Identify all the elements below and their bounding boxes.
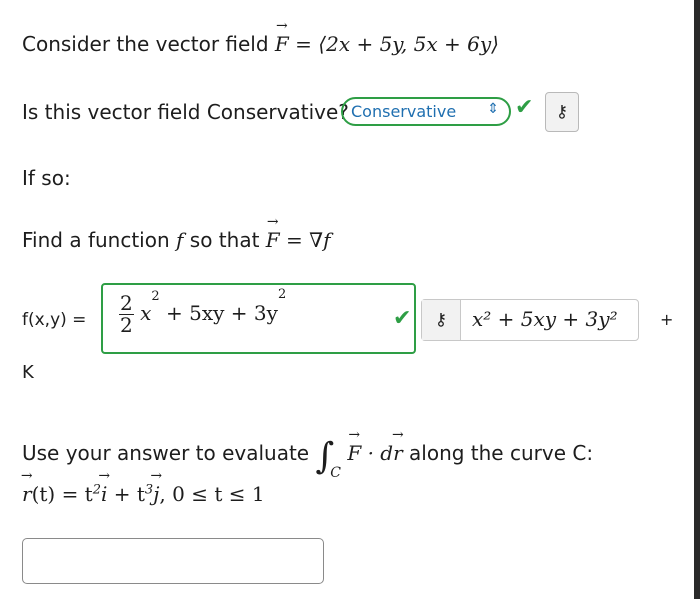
statement-text: Consider the vector field [22, 32, 269, 56]
select-value: Conservative [351, 102, 457, 121]
conservative-select[interactable] [341, 97, 511, 126]
answer-fraction [119, 293, 134, 336]
plus-symbol: + [660, 310, 674, 329]
curve-definition [22, 482, 265, 506]
key-button-2[interactable] [422, 300, 461, 340]
curve-plus: + t [107, 482, 145, 506]
fxy-label: f(x,y) = [22, 310, 87, 330]
unit-i: → i [101, 482, 107, 506]
curve-range: , 0 ≤ t ≤ 1 [159, 482, 265, 506]
checkmark-icon: ✔ [515, 95, 534, 120]
preview-expression: x² + 5xy + 3y² [472, 307, 618, 331]
conservative-question: Is this vector field Conservative? [22, 100, 349, 124]
curve-text: (t) = t [31, 482, 93, 506]
answer-rest: + 5xy + 3y [166, 301, 278, 325]
function-f: f [176, 228, 184, 252]
fraction-denominator: 2 [120, 313, 133, 337]
vector-field-formula: = ⟨2x + 5y, 5x + 6y⟩ [295, 32, 499, 56]
evaluate-text: Use your answer to evaluate [22, 441, 310, 465]
chevron-updown-icon: ⇕ [487, 101, 499, 117]
along-curve-text: along the curve C: [409, 441, 594, 465]
vector-F-3: → F [347, 441, 361, 465]
integral-sign: ∫ [315, 436, 335, 477]
vector-F: → F [275, 32, 289, 56]
dot-d: · d [367, 441, 394, 465]
find-text: Find a function [22, 228, 170, 252]
curve-exp2: 3 [144, 482, 154, 498]
gradient-formula: = ∇f [286, 228, 331, 252]
vector-F-2: → F [266, 228, 280, 252]
integral-subscript: C [330, 465, 341, 481]
function-answer-input[interactable] [101, 283, 416, 354]
answer-preview [421, 299, 639, 341]
final-answer-input[interactable] [22, 538, 324, 584]
if-so-text: If so: [22, 166, 71, 190]
curve-exp1: 2 [92, 482, 101, 498]
unit-j: → j [153, 482, 159, 506]
answer-expression [119, 287, 287, 337]
so-that-text: so that [189, 228, 260, 252]
checkmark-icon-2: ✔ [393, 306, 412, 331]
fraction-numerator: 2 [120, 291, 133, 315]
vector-r: → r [393, 441, 403, 465]
right-edge-bar [694, 0, 700, 599]
constant-k-label: K [22, 362, 34, 383]
curve-r: → r [22, 482, 32, 506]
answer-exp2: 2 [277, 287, 287, 303]
key-button[interactable] [545, 92, 579, 132]
key-icon-2: ⚷ [434, 310, 448, 330]
evaluate-statement [22, 428, 594, 481]
key-icon: ⚷ [555, 102, 569, 122]
answer-x: x [140, 301, 152, 325]
vector-field-statement [22, 32, 499, 56]
answer-exp1: 2 [151, 289, 160, 305]
find-function-statement [22, 228, 331, 252]
